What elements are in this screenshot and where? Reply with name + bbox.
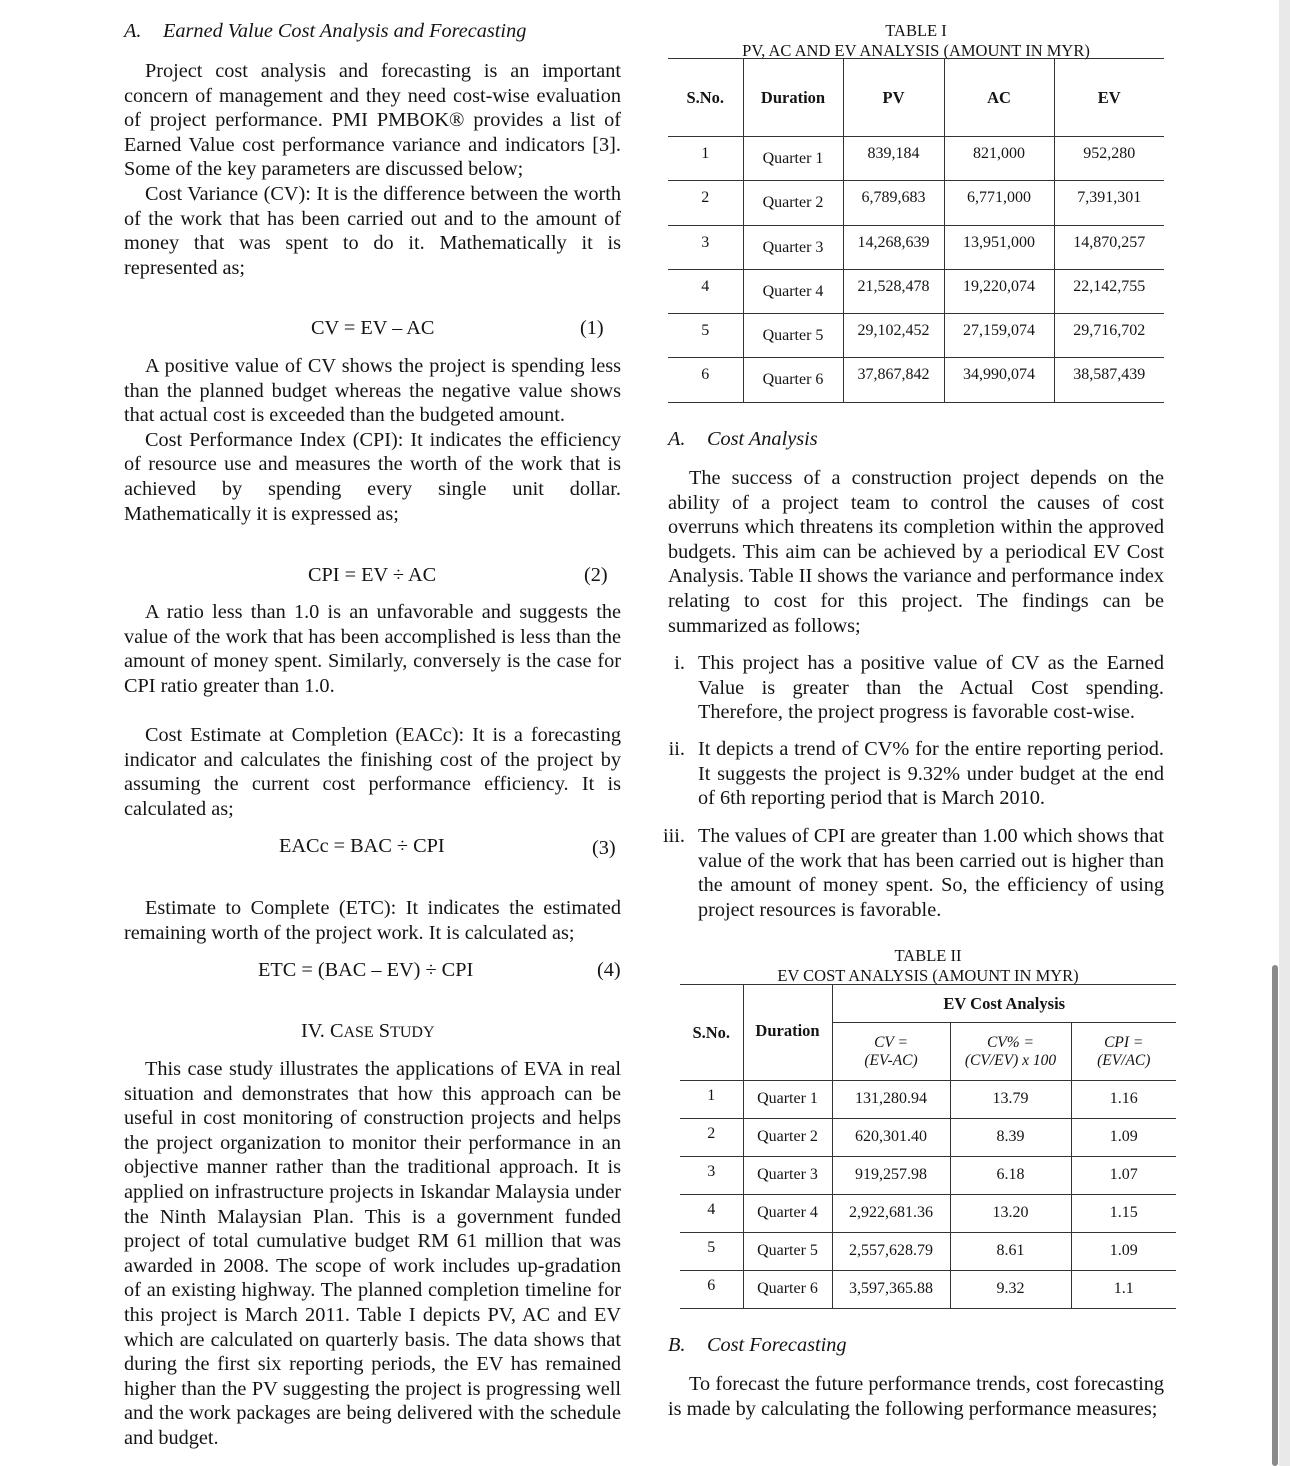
table-row [680, 1233, 1176, 1271]
table-cell: 19,220,074 [944, 269, 1054, 313]
table1-header: S.No. [668, 59, 743, 137]
equation-2-number: (2) [584, 564, 608, 586]
table-cell: 13,951,000 [944, 225, 1054, 269]
table-row [680, 1157, 1176, 1195]
equation-4: ETC = (BAC – EV) ÷ CPI [258, 959, 474, 981]
table-cell: 1.07 [1109, 1166, 1138, 1183]
table-cell: 620,301.40 [832, 1119, 950, 1157]
table-cell: 2 [668, 181, 743, 225]
paragraph-etc: Estimate to Complete (ETC): It indicates the estimated remaining worth of the project work. It is calculated as; [124, 897, 621, 944]
table-cell: 29,716,702 [1073, 322, 1146, 340]
equation-4-number: (4) [597, 959, 621, 981]
table-cell: Quarter 3 [743, 225, 843, 269]
table-cell: 3,597,365.88 [832, 1271, 950, 1309]
paragraph-cpi-ratio: A ratio less than 1.0 is an unfavorable and suggests the value of the work that has been accomplished is less than the amount of money spent. Similarly, conversely is the case for CPI ratio greater than 1.0. [124, 601, 621, 697]
table1-header: AC [944, 59, 1054, 137]
table-cell: 2 [680, 1119, 743, 1157]
list-item: ii. It depicts a trend of CV% for the entire reporting period. It suggests the project is 9.32% under budget at the end of 6th reporting period that is March 2010. [668, 738, 1164, 810]
table-cell: 7,391,301 [1077, 189, 1142, 207]
table-cell: 14,268,639 [843, 225, 944, 269]
table-cell: 1.09 [1109, 1242, 1138, 1259]
table-row [668, 358, 1164, 402]
paragraph-cv: Cost Variance (CV): It is the difference between the worth of the work that has been carried out and to the amount of money that was spent to do it. Mathematically it is represented as; [124, 182, 621, 279]
table-cell: 1.1 [1113, 1280, 1134, 1297]
table-cell: 821,000 [944, 137, 1054, 181]
table-cell: 3 [680, 1157, 743, 1195]
equation-2: CPI = EV ÷ AC [308, 564, 437, 586]
table-cell: 22,142,755 [1073, 277, 1146, 295]
table-cell: 6,789,683 [843, 181, 944, 225]
table-cell: 1.16 [1109, 1090, 1138, 1107]
table1-caption: TABLE I PV, AC AND EV ANALYSIS (AMOUNT IN MYR) [742, 21, 1090, 60]
list-item: iii. The values of CPI are greater than 1.00 which shows that value of the work that has been carried out is higher than the amount of money spent. So, the efficiency of using project resources is favorable. [663, 825, 1164, 921]
section-heading-cost-analysis: A. Cost Analysis [668, 428, 818, 450]
table-cell: 34,990,074 [944, 358, 1054, 402]
table-cell: 1.15 [1109, 1204, 1138, 1221]
list-item: i. This project has a positive value of CV as the Earned Value is greater than the Actual Cost spending. Therefore, the project progress is favorable cost-wise. [674, 652, 1164, 724]
table-cell: 2,557,628.79 [832, 1233, 950, 1271]
table-row [680, 1271, 1176, 1309]
section-heading-ev: A. Earned Value Cost Analysis and Forecasting [124, 20, 527, 42]
paragraph-case-study: This case study illustrates the applications of EVA in real situation and demonstrates that how this approach can be useful in cost monitoring of construction projects and helps the project organization to monitor their performance in an objective manner rather than the traditional approach. It is applied on infrastructure projects in Iskandar Malaysia under the Ninth Malaysian Plan. This is a government funded project of total cumulative budget RM 61 million that was awarded in 2008. The scope of work includes up-gradation of an existing highway. The planned completion timeline for this project is March 2011. Table I depicts PV, AC and EV which are calculated on quarterly basis. The data shows that during the first six reporting periods, the EV has remained higher than the PV suggesting the project is progressing well and the work packages are being delivered with the schedule and budget. [124, 1058, 621, 1449]
paragraph-eacc: Cost Estimate at Completion (EACc): It is a forecasting indicator and calculates the finishing cost of the project by assuming the current cost performance efficiency. It is calculated as; [124, 724, 621, 820]
table-cell: 27,159,074 [944, 314, 1054, 358]
table2-subheader-cpi: CPI = (EV/AC) [1071, 1023, 1176, 1081]
table-cell: Quarter 2 [743, 181, 843, 225]
scrollbar-thumb[interactable] [1272, 965, 1278, 1466]
table-row [668, 137, 1164, 181]
table-row [680, 1195, 1176, 1233]
table-cell: 4 [680, 1195, 743, 1233]
table2-header-sno: S.No. [680, 985, 743, 1081]
table-cell: 919,257.98 [832, 1157, 950, 1195]
table-cell: Quarter 6 [743, 1271, 832, 1309]
table-cell: Quarter 5 [743, 1233, 832, 1271]
table2 [680, 984, 1176, 1309]
table-cell: 952,280 [1083, 145, 1136, 162]
paragraph-cv-meaning: A positive value of CV shows the project is spending less than the planned budget whereas the negative value shows that actual cost is exceeded than the budgeted amount. [124, 355, 621, 427]
table1-header: Duration [743, 59, 843, 137]
table-cell: 29,102,452 [843, 314, 944, 358]
paragraph-cost-forecasting: To forecast the future performance trends, cost forecasting is made by calculating the following performance measures; [668, 1373, 1164, 1420]
table-cell: Quarter 1 [743, 137, 843, 181]
table-cell: 9.32 [950, 1271, 1071, 1309]
table-cell: 6.18 [950, 1157, 1071, 1195]
table-row [680, 1119, 1176, 1157]
table-cell: 5 [680, 1233, 743, 1271]
table-cell: 6,771,000 [944, 181, 1054, 225]
table-cell: Quarter 5 [743, 314, 843, 358]
table-cell: Quarter 2 [743, 1119, 832, 1157]
table-cell: 14,870,257 [1073, 233, 1146, 251]
equation-1: CV = EV – AC [311, 317, 435, 339]
table-cell: 37,867,842 [843, 358, 944, 402]
table-cell: 1 [680, 1081, 743, 1119]
table-row [668, 225, 1164, 269]
paragraph-cpi: Cost Performance Index (CPI): It indicates the efficiency of resource use and measures the worth of the work that is achieved by spending every single unit dollar. Mathematically it is expressed as; [124, 428, 621, 525]
table-cell: 839,184 [843, 137, 944, 181]
table-cell: Quarter 3 [743, 1157, 832, 1195]
table1-header: EV [1097, 87, 1121, 107]
table2-caption: TABLE II EV COST ANALYSIS (AMOUNT IN MYR) [777, 946, 1079, 985]
equation-1-number: (1) [580, 317, 604, 339]
table-cell: 38,587,439 [1073, 366, 1146, 384]
table-row [680, 1081, 1176, 1119]
table-row [668, 314, 1164, 358]
table-cell: 4 [668, 269, 743, 313]
table2-group-header: EV Cost Analysis [832, 985, 1176, 1023]
table-cell: 8.39 [950, 1119, 1071, 1157]
table-cell: 6 [680, 1271, 743, 1309]
equation-3: EACc = BAC ÷ CPI [279, 835, 445, 857]
table1 [668, 58, 1164, 403]
table-cell: Quarter 1 [743, 1081, 832, 1119]
equation-3-number: (3) [592, 837, 616, 859]
table-cell: 8.61 [950, 1233, 1071, 1271]
paragraph-cost-analysis: The success of a construction project depends on the ability of a project team to control the causes of cost overruns which threatens its completion within the approved budgets. This aim can be achieved by a periodical EV Cost Analysis. Table II shows the variance and performance index relating to cost for this project. The findings can be summarized as follows; [668, 467, 1164, 637]
table1-header: PV [843, 59, 944, 137]
table-cell: 13.79 [950, 1081, 1071, 1119]
table-cell: Quarter 6 [743, 358, 843, 402]
table-cell: Quarter 4 [743, 1195, 832, 1233]
table-row [668, 269, 1164, 313]
table-row [668, 181, 1164, 225]
table-cell: 13.20 [950, 1195, 1071, 1233]
table-cell: Quarter 4 [743, 269, 843, 313]
table-cell: 6 [668, 358, 743, 402]
paragraph-intro: Project cost analysis and forecasting is an important concern of management and they need cost-wise evaluation of project performance. PMI PMBOK® provides a list of Earned Value cost performance variance and indicators [3]. Some of the key parameters are discussed below; [124, 60, 621, 181]
page-edge [1279, 0, 1290, 1466]
table-cell: 5 [668, 314, 743, 358]
table-cell: 2,922,681.36 [832, 1195, 950, 1233]
section-heading-case-study: IV. CASE STUDY [301, 1020, 435, 1042]
table2-subheader-cv: CV = (EV-AC) [832, 1023, 950, 1081]
table2-header-duration: Duration [743, 985, 832, 1081]
table-cell: 3 [668, 225, 743, 269]
table-cell: 1.09 [1109, 1128, 1138, 1145]
section-heading-cost-forecasting: B. Cost Forecasting [668, 1334, 847, 1356]
table-cell: 131,280.94 [832, 1081, 950, 1119]
table2-subheader-cv-percent: CV% = (CV/EV) x 100 [950, 1023, 1071, 1081]
table-cell: 1 [668, 137, 743, 181]
table-cell: 21,528,478 [843, 269, 944, 313]
